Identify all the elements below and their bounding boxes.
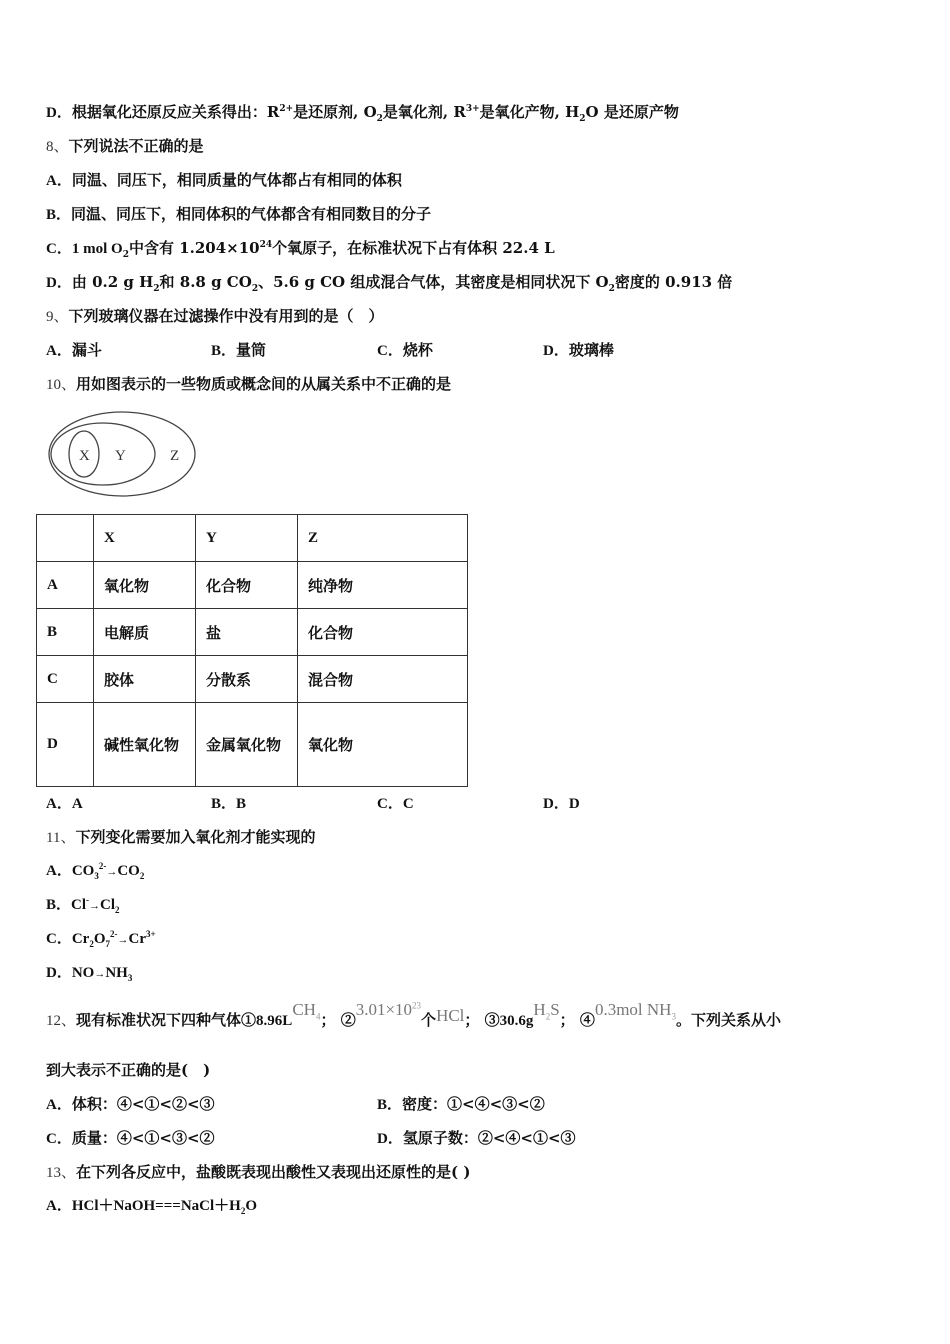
table-row: D 碱性氧化物 金属氧化物 氧化物 xyxy=(37,703,468,787)
q8-stem: 8、下列说法不正确的是 xyxy=(46,137,204,155)
arrow-icon: → xyxy=(117,934,129,946)
q9-stem: 9、下列玻璃仪器在过滤操作中没有用到的是（ ） xyxy=(46,307,384,325)
q12-stem: 12、现有标准状况下四种气体$①8.96LCH_4$； $②3.01\times 10^{23}$个HCl； $③30.6gH_2S$； ④0.3mol $NH_3$。下列关系从小 xyxy=(46,1000,781,1029)
venn-label-x: X xyxy=(79,448,90,464)
table-row: B 电解质 盐 化合物 xyxy=(37,609,468,656)
q12-stem-cont: 到大表示不正确的是( ) xyxy=(46,1061,211,1079)
q12-option-d: D．氢原子数：②<④<①<③ xyxy=(377,1129,576,1147)
table-header-row: X Y Z xyxy=(37,515,468,562)
arrow-icon: → xyxy=(106,866,118,878)
venn-label-y: Y xyxy=(115,448,126,464)
arrow-icon: → xyxy=(89,900,101,912)
q10-stem: 10、用如图表示的一些物质或概念间的从属关系中不正确的是 xyxy=(46,375,452,393)
table-row: C 胶体 分散系 混合物 xyxy=(37,656,468,703)
q8-option-d: D．由 0.2 g $H_2$和 8.8 g $CO_2$、5.6 g CO 组成混合气体，其密度是相同状况下 $O_2$密度的 0.913 倍 xyxy=(46,273,733,294)
venn-diagram xyxy=(46,410,201,500)
q11-option-b: B．$Cl^-\to Cl_2$ xyxy=(46,895,120,915)
q10-option-c: C．C xyxy=(377,796,414,812)
q8-option-b: B．同温、同压下，相同体积的气体都含有相同数目的分子 xyxy=(46,205,432,223)
q9-option-d: D．玻璃棒 xyxy=(543,341,614,359)
middle-ellipse-y xyxy=(51,423,155,485)
q11-option-c: C．$Cr_2O_7^{2-}\to Cr^{3+}$ xyxy=(46,929,156,949)
q10-option-b: B．B xyxy=(211,796,247,812)
q12-option-c: C．质量：④<①<③<② xyxy=(46,1129,215,1147)
q7-option-d: D．根据氧化还原反应关系得出：$R^{2+}$是还原剂, $O_2$是氧化剂, $R^{3+}$是氧化产物, $H_2O$ 是还原产物 xyxy=(46,103,679,124)
q9-option-a: A．漏斗 xyxy=(46,341,102,359)
q11-option-a: A．$CO_3^{2-}\to CO_2$ xyxy=(46,861,145,881)
q10-option-a: A．A xyxy=(46,796,83,812)
q12-option-a: A．体积：④<①<②<③ xyxy=(46,1095,215,1113)
q10-option-d: D．D xyxy=(543,796,580,812)
q10-table xyxy=(36,514,468,787)
q13-stem: 13、在下列各反应中，盐酸既表现出酸性又表现出还原性的是( ) xyxy=(46,1163,471,1181)
q9-option-b: B．量筒 xyxy=(211,341,267,359)
q13-option-a: A．$HCl+NaOH===NaCl+H_2O$ xyxy=(46,1198,257,1216)
q9-option-c: C．烧杯 xyxy=(377,341,433,359)
arrow-icon: → xyxy=(94,968,106,980)
q8-option-a: A．同温、同压下，相同质量的气体都占有相同的体积 xyxy=(46,171,402,189)
q8-option-c: C．1 mol $O_2$中含有 $1.204\times 10^{24}$个氧原子，在标准状况下占有体积 22.4 L xyxy=(46,239,555,260)
venn-label-z: Z xyxy=(170,448,180,464)
q11-stem: 11、下列变化需要加入氧化剂才能实现的 xyxy=(46,828,316,846)
q12-option-b: B．密度：①<④<③<② xyxy=(377,1095,545,1113)
q11-option-d: D．$NO\to NH_3$ xyxy=(46,965,133,983)
table-row: A 氧化物 化合物 纯净物 xyxy=(37,562,468,609)
